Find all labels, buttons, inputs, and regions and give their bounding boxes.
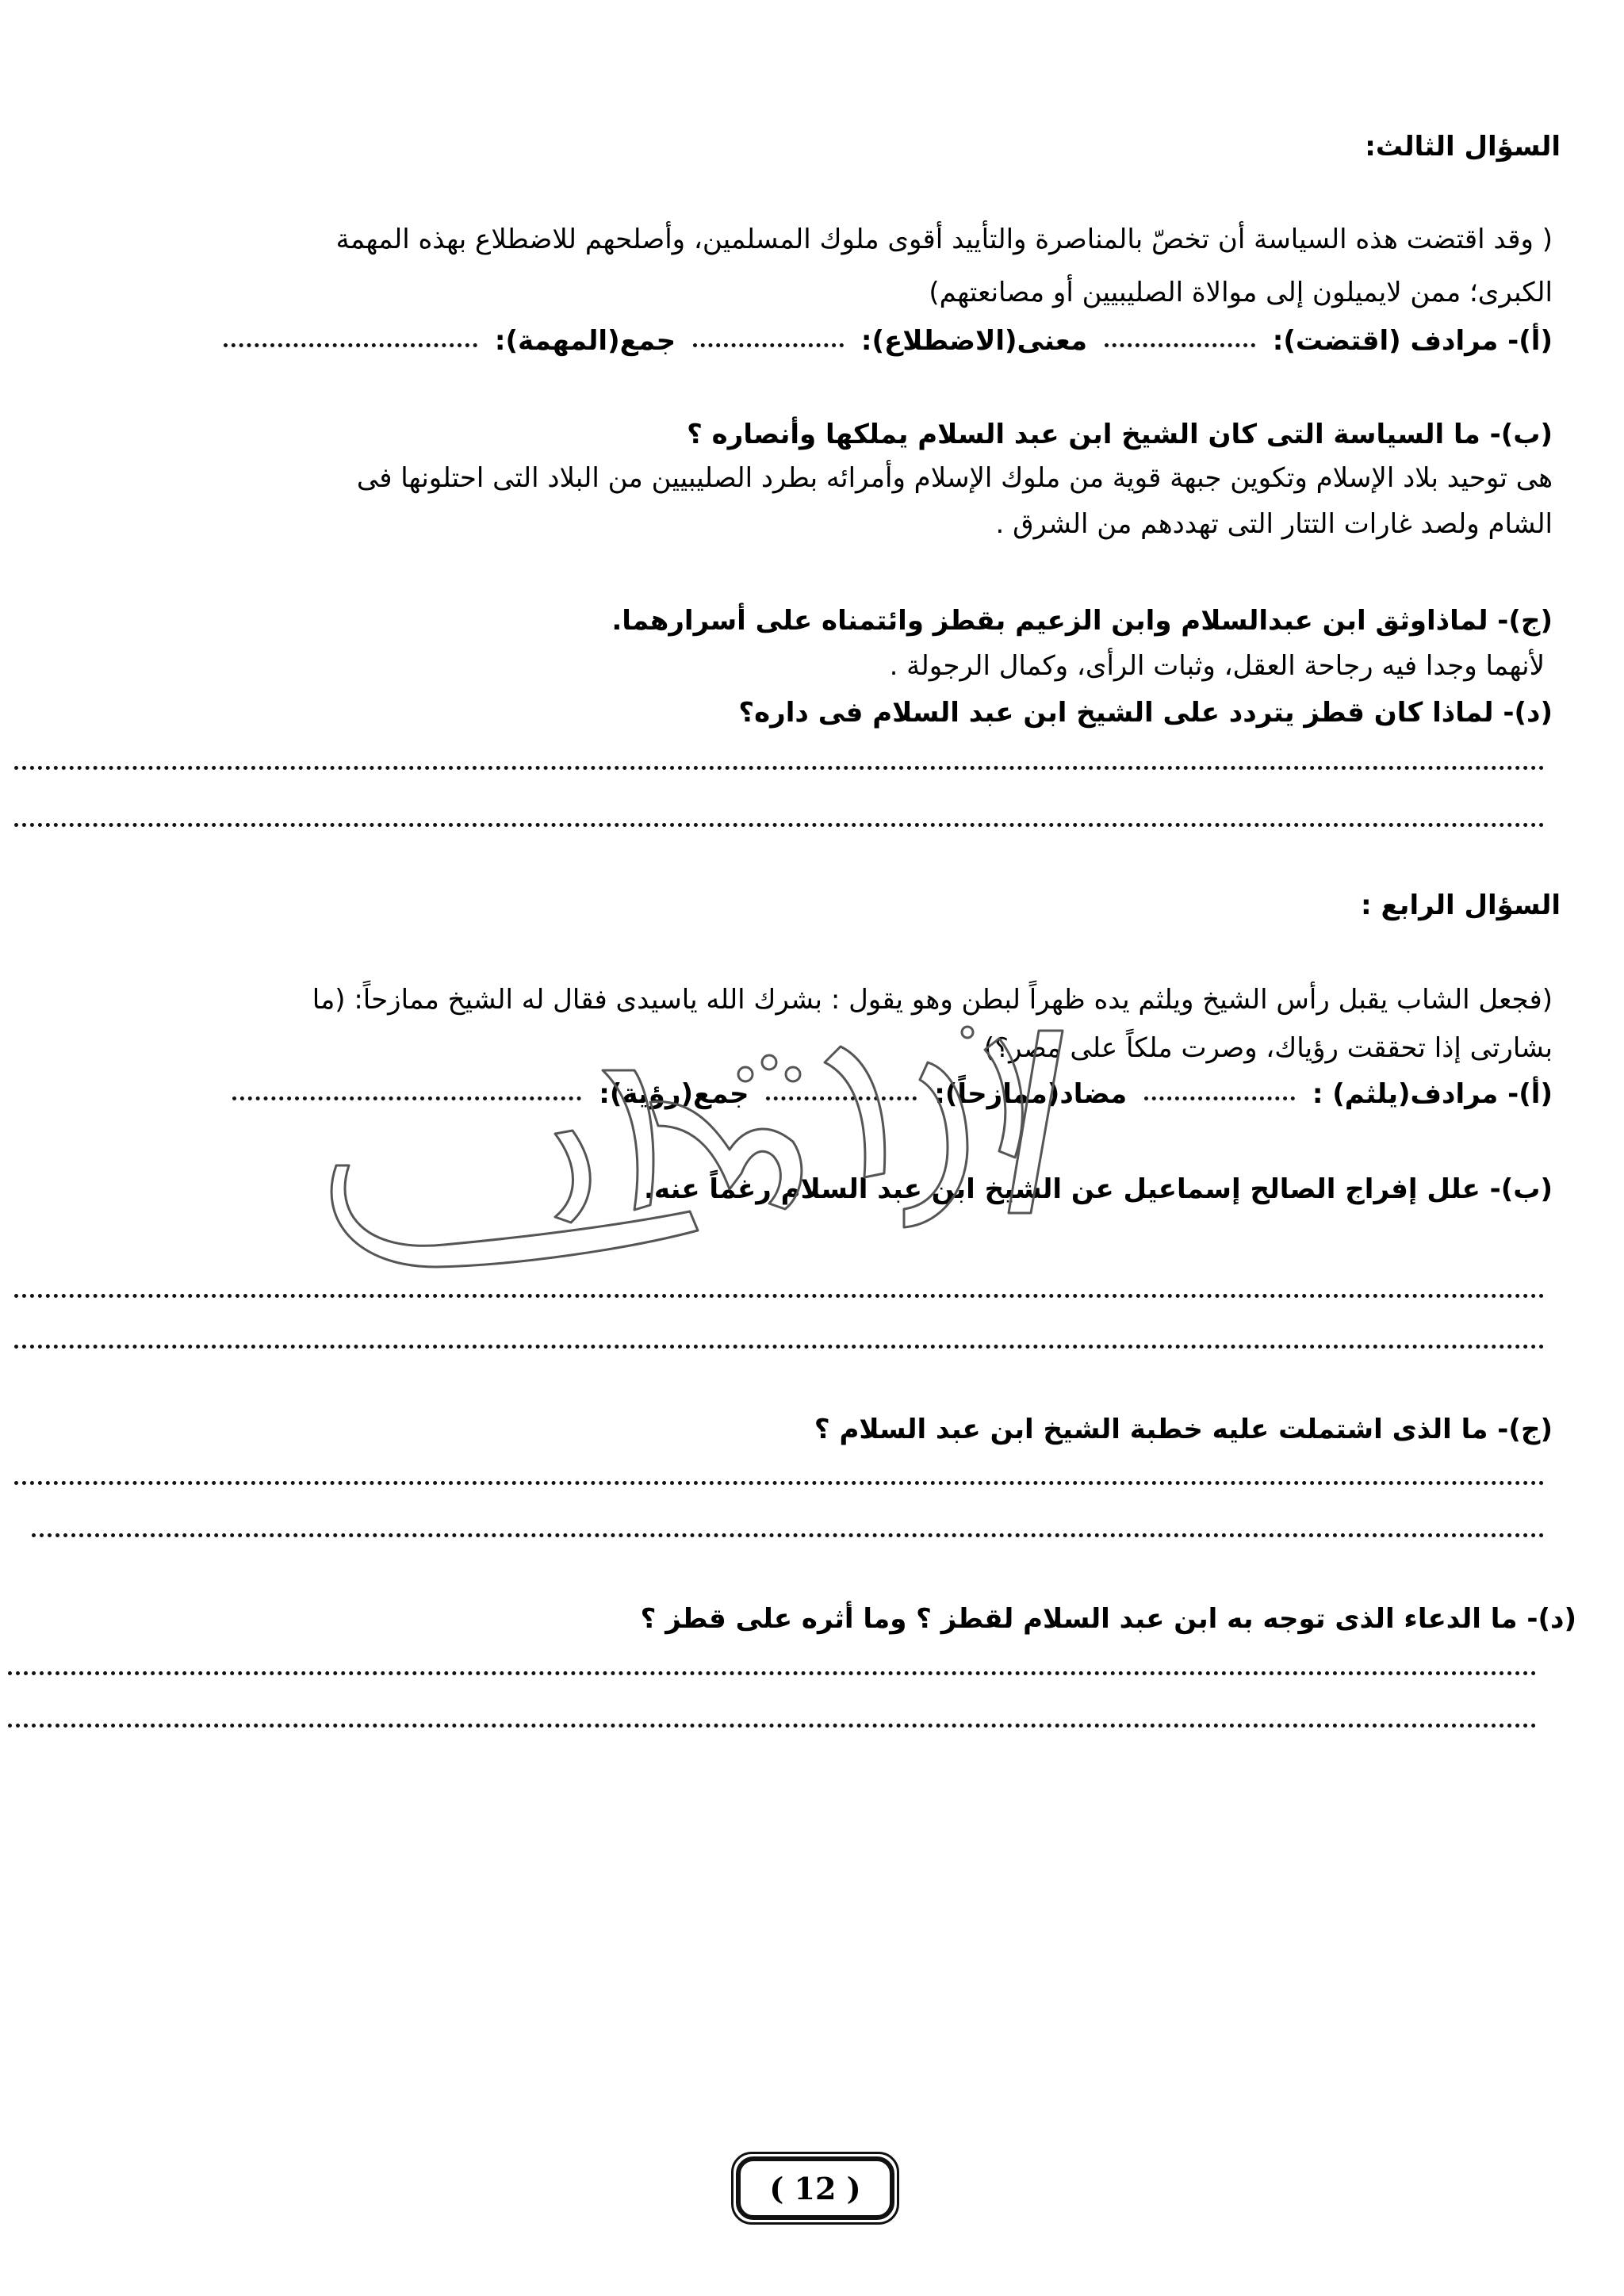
q3-d-answer-line-1[interactable] — [14, 761, 1545, 770]
q3-synonym-label: (أ)- مرادف (اقتضت): — [1272, 325, 1553, 357]
watermark-logo — [317, 1015, 1094, 1276]
q4-plural-label: جمع(رؤية): — [599, 1078, 749, 1110]
q4-antonym-label: مضاد(ممازحاً): — [934, 1078, 1128, 1110]
q4-d-answer-line-1[interactable] — [8, 1667, 1537, 1675]
q3-plural-blank[interactable] — [224, 337, 477, 347]
q3-b-question: (ب)- ما السياسة التى كان الشيخ ابن عبد السلام يملكها وأنصاره ؟ — [687, 419, 1553, 450]
q3-meaning-blank[interactable] — [693, 337, 844, 347]
q3-passage-line-1: ( وقد اقتضت هذه السياسة أن تخصّ بالمناصرة والتأييد أقوى ملوك المسلمين، وأصلحهم للاضطلاع بهذه المهمة — [335, 224, 1553, 255]
q4-c-answer-line-1[interactable] — [14, 1476, 1545, 1485]
q4-c-answer-line-2[interactable] — [32, 1529, 1545, 1537]
q3-synonym-blank[interactable] — [1105, 337, 1255, 347]
q4-d-answer-line-2[interactable] — [8, 1719, 1537, 1728]
q4-b-answer-line-1[interactable] — [14, 1289, 1545, 1298]
q3-plural-label: جمع(المهمة): — [494, 325, 676, 357]
q3-heading: السؤال الثالث: — [1365, 131, 1561, 163]
q3-c-answer: لأنهما وجدا فيه رجاحة العقل، وثبات الرأى، وكمال الرجولة . — [889, 650, 1545, 682]
q3-b-answer-line-1: هى توحيد بلاد الإسلام وتكوين جبهة قوية من ملوك الإسلام وأمرائه بطرد الصليبيين من البلاد التى احتلونها فى — [356, 462, 1553, 494]
page-number: ( 12 ) — [736, 2156, 894, 2220]
q4-heading: السؤال الرابع : — [1361, 890, 1561, 921]
q3-passage-line-2: الكبرى؛ ممن لايميلون إلى موالاة الصليبيين أو مصانعتهم) — [929, 277, 1553, 308]
q4-synonym-blank[interactable] — [1144, 1090, 1295, 1100]
q3-d-question: (د)- لماذا كان قطز يتردد على الشيخ ابن عبد السلام فى داره؟ — [738, 697, 1553, 729]
q4-passage-line-2: بشارتى إذا تحققت رؤياك، وصرت ملكاً على مصر؟) — [983, 1032, 1553, 1064]
q3-c-question: (ج)- لماذاوثق ابن عبدالسلام وابن الزعيم بقطز وائتمناه على أسرارهما. — [611, 605, 1553, 637]
q3-vocab-row — [216, 321, 1553, 361]
q3-b-answer-line-2: الشام ولصد غارات التتار التى تهددهم من الشرق . — [995, 508, 1553, 540]
q4-b-answer-line-2[interactable] — [14, 1340, 1545, 1349]
q3-d-answer-line-2[interactable] — [14, 818, 1545, 827]
q3-meaning-label: معنى(الاضطلاع): — [860, 325, 1088, 357]
q4-b-question: (ب)- علل إفراج الصالح إسماعيل عن الشيخ ابن عبد السلام رغماً عنه. — [643, 1173, 1553, 1205]
q4-passage-line-1: (فجعل الشاب يقبل رأس الشيخ ويلثم يده ظهراً لبطن وهو يقول : بشرك الله ياسيدى فقال له الشيخ ممازحاً: (ما — [312, 984, 1553, 1016]
q4-d-question: (د)- ما الدعاء الذى توجه به ابن عبد السلام لقطز ؟ وما أثره على قطز ؟ — [640, 1603, 1576, 1635]
q4-c-question: (ج)- ما الذى اشتملت عليه خطبة الشيخ ابن عبد السلام ؟ — [814, 1414, 1553, 1445]
q4-synonym-label: (أ)- مرادف(يلثم) : — [1312, 1078, 1553, 1110]
